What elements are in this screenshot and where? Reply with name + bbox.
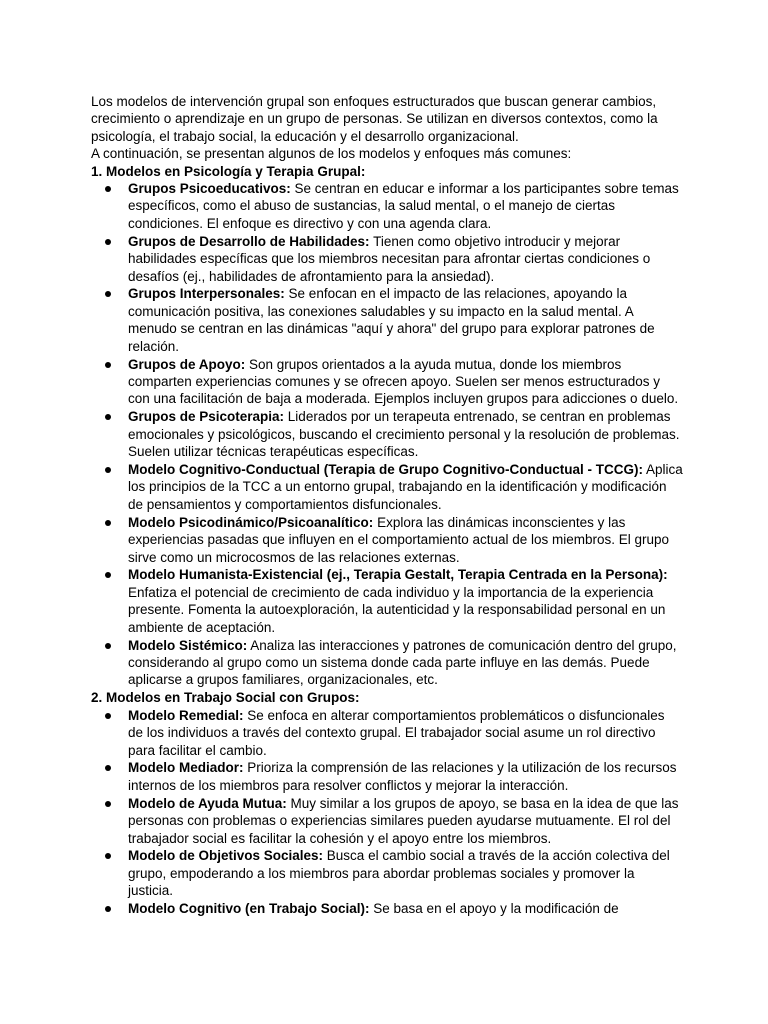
item-description: Tienen como objetivo introducir y mejorar habilidades específicas que los miembros necesitan para afrontar ciertas condiciones o desafíos (ej., habilidades de afrontamiento para la ansiedad). [128,233,651,284]
item-description: Se basa en el apoyo y la modificación de [369,901,619,917]
item-term: Grupos Psicoeducativos: [128,181,291,197]
list-item [91,356,683,408]
item-term: Grupos de Apoyo: [128,356,246,372]
section-heading: 2. Modelos en Trabajo Social con Grupos: [91,690,360,706]
intro-paragraph: Los modelos de intervención grupal son enfoques estructurados que buscan generar cambios, crecimiento o aprendizaje en un grupo de personas. Se utilizan en diversos contextos, como la psicología, el trabajo social, la educación y el desarrollo organizacional. [91,94,658,144]
item-term: Modelo de Objetivos Sociales: [128,848,324,864]
bullet-icon [105,239,111,245]
bullet-icon [105,853,111,859]
bullet-icon [105,186,111,192]
bullet-list [91,180,683,689]
item-term: Modelo Remedial: [128,707,244,723]
list-item [91,847,683,899]
bullet-icon [105,520,111,526]
list-item [91,795,683,847]
item-description: Aplica los principios de la TCC a un entorno grupal, trabajando en la identificación y modificación de pensamientos y comportamientos disfuncionales. [128,462,683,512]
item-term: Grupos de Desarrollo de Habilidades: [128,233,370,249]
bullet-icon [105,713,111,719]
item-term: Modelo Psicodinámico/Psicoanalítico: [128,514,374,530]
document-body [91,93,683,918]
item-description: Muy similar a los grupos de apoyo, se basa en la idea de que las personas con problemas o experiencias similares pueden ayudarse mutuamente. El rol del trabajador social es facilitar la cohesión y el apoyo entre los miembros. [128,795,679,846]
item-description: Liderados por un terapeuta entrenado, se centran en problemas emocionales y psicológicos, buscando el crecimiento personal y la resolución de problemas. Suelen utilizar técnicas terapéuticas específicas. [128,409,680,460]
bullet-icon [105,906,111,912]
bullet-icon [105,467,111,473]
item-term: Grupos Interpersonales: [128,286,285,302]
item-term: Modelo Cognitivo-Conductual (Terapia de Grupo Cognitivo-Conductual - TCCG): [128,462,643,478]
item-description: Enfatiza el potencial de crecimiento de cada individuo y la importancia de la experiencia presente. Fomenta la autoexploración, la autenticidad y la responsabilidad personal en un ambiente de aceptación. [128,584,666,635]
list-item [91,180,683,232]
item-term: Modelo de Ayuda Mutua: [128,795,287,811]
item-term: Grupos de Psicoterapia: [128,409,285,425]
list-item [91,408,683,460]
list-item [91,759,683,794]
bullet-icon [105,414,111,420]
section-heading: 1. Modelos en Psicología y Terapia Grupal: [91,163,366,179]
item-description: Analiza las interacciones y patrones de comunicación dentro del grupo, considerando al grupo como un sistema donde cada parte influye en las demás. Puede aplicarse a grupos familiares, organizacionales, etc. [128,637,677,688]
item-term: Modelo Cognitivo (en Trabajo Social): [128,901,370,917]
list-item [91,900,683,917]
sections-container [91,163,683,918]
item-description: Se centran en educar e informar a los participantes sobre temas específicos, como el abuso de sustancias, la salud mental, o el manejo de ciertas condiciones. El enfoque es directivo y con una agenda clara. [128,181,679,231]
list-item [91,707,683,759]
bullet-icon [105,643,111,649]
bullet-icon [105,765,111,771]
bullet-list [91,707,683,918]
item-description: Prioriza la comprensión de las relaciones y la utilización de los recursos internos de los miembros para resolver conflictos y mejorar la interacción. [128,760,677,793]
list-item [91,461,683,513]
list-item [91,233,683,285]
item-description: Se enfoca en alterar comportamientos problemáticos o disfuncionales de los individuos a través del contexto grupal. El trabajador social asume un rol directivo para facilitar el cambio. [128,707,665,758]
bullet-icon [105,572,111,578]
intro-lead: A continuación, se presentan algunos de los modelos y enfoques más comunes: [91,146,572,162]
list-item [91,566,683,636]
item-description: Explora las dinámicas inconscientes y las experiencias pasadas que influyen en el comportamiento actual de los miembros. El grupo sirve como un microcosmos de las relaciones externas. [128,514,670,565]
item-description: Se enfocan en el impacto de las relaciones, apoyando la comunicación positiva, las conexiones saludables y su impacto en la salud mental. A menudo se centran en las dinámicas "aquí y ahora" del grupo para explorar patrones de relación. [128,286,655,354]
bullet-icon [105,362,111,368]
list-item [91,637,683,689]
item-term: Modelo Mediador: [128,760,244,776]
bullet-icon [105,291,111,297]
bullet-icon [105,801,111,807]
list-item [91,514,683,566]
list-item [91,285,683,355]
item-term: Modelo Humanista-Existencial (ej., Terapia Gestalt, Terapia Centrada en la Persona): [128,567,668,583]
item-description: Son grupos orientados a la ayuda mutua, donde los miembros comparten experiencias comunes y se ofrecen apoyo. Suelen ser menos estructurados y con una facilitación de baja a moderada. Ejemplos incluyen grupos para adicciones o duelo. [128,356,679,407]
item-term: Modelo Sistémico: [128,637,248,653]
item-description: Busca el cambio social a través de la acción colectiva del grupo, empoderando a los miembros para abordar problemas sociales y promover la justicia. [128,848,670,899]
